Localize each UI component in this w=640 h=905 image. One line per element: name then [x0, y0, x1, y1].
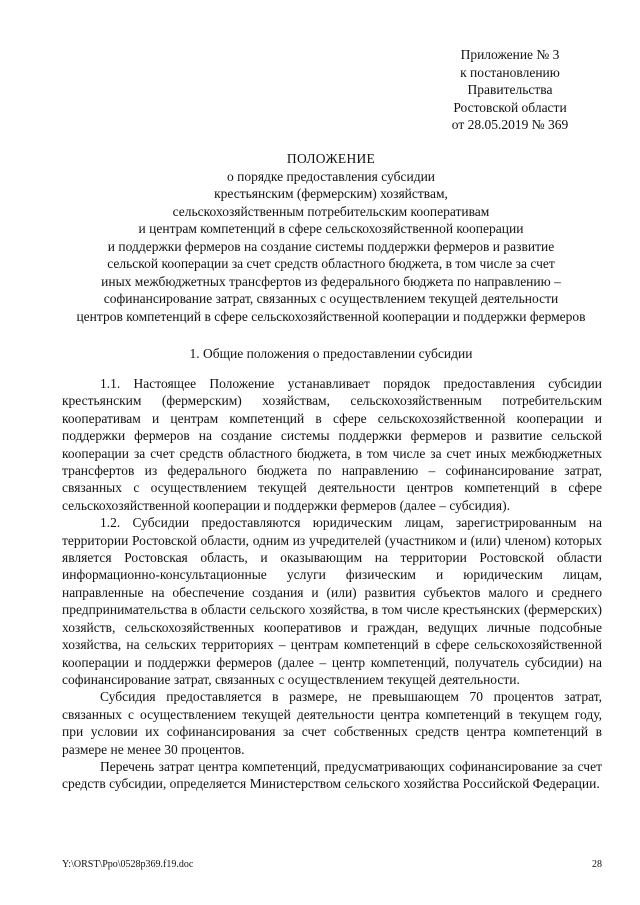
heading-line: софинансирование затрат, связанных с осуществлением текущей деятельности	[103, 291, 559, 306]
appendix-line: Правительства	[467, 82, 553, 97]
heading-line: крестьянским (фермерским) хозяйствам,	[214, 186, 448, 201]
heading-line: и центрам компетенций в сфере сельскохозяйственной кооперации	[138, 221, 524, 236]
paragraph: 1.2. Субсидии предоставляются юридическим лицам, зарегистрированным на территории Ростовской области, одним из учредителей (участником и (или) членом) которых является Ростовская область, и оказывающим на территории Ростовской области информационно-консультационные услуги физическим и юридическим лицам, направленные на обеспечение создания и (или) развития субъектов малого и среднего предпринимательства в области сельского хозяйства, в том числе крестьянских (фермерских) хозяйств, сельскохозяйственных кооперативов и граждан, ведущих личные подсобные хозяйства, на сельских территориях – центрам компетенций в сфере сельскохозяйственной кооперации и поддержки фермеров (далее – центр компетенций, получатель субсидии) на софинансирование затрат, связанных с осуществлением текущей деятельности.	[62, 515, 602, 687]
document-title: ПОЛОЖЕНИЕ	[286, 151, 376, 166]
paragraph: Субсидия предоставляется в размере, не превышающем 70 процентов затрат, связанных с осуществлением текущей деятельности центра компетенций в текущем году, при условии их софинансирования за счет собственных средств центра компетенций в размере не менее 30 процентов.	[62, 689, 602, 757]
heading-line: иных межбюджетных трансфертов из федерального бюджета по направлению –	[101, 273, 561, 289]
file-path: Y:\ORST\Ppo\0528p369.f19.doc	[62, 859, 194, 870]
heading-line: о порядке предоставления субсидии	[226, 168, 436, 184]
appendix-block	[420, 46, 600, 134]
page-footer	[62, 859, 602, 873]
paragraph: 1.1. Настоящее Положение устанавливает порядок предоставления субсидии крестьянским (фермерским) хозяйствам, сельскохозяйственным потребительским кооперативам и центрам компетенций в сфере сельскохозяйственной кооперации и поддержки фермеров на создание системы поддержки фермеров и развитие сельской кооперации за счет средств областного бюджета, в том числе за счет иных межбюджетных трансфертов из федерального бюджета по направлению – софинансирование затрат, связанных с осуществлением текущей деятельности центров компетенций в сфере сельскохозяйственной кооперации и поддержки фермеров (далее – субсидия).	[62, 376, 602, 513]
appendix-line: от 28.05.2019 № 369	[451, 117, 569, 132]
appendix-line: Ростовской области	[453, 99, 567, 115]
heading-line: сельскохозяйственным потребительским кооперативам	[172, 203, 490, 219]
heading-line: центров компетенций в сфере сельскохозяйственной кооперации и поддержки фермеров	[76, 308, 586, 324]
appendix-line: к постановлению	[460, 64, 560, 80]
heading-line: сельской кооперации за счет средств областного бюджета, в том числе за счет	[107, 256, 555, 271]
heading-line: и поддержки фермеров на создание системы поддержки фермеров и развитие	[107, 238, 555, 254]
paragraph: Перечень затрат центра компетенций, предусматривающих софинансирование за счет средств субсидии, определяется Министерством сельского хозяйства Российской Федерации.	[62, 758, 602, 792]
appendix-line: Приложение № 3	[460, 47, 560, 62]
section-title: 1. Общие положения о предоставлении субсидии	[189, 346, 473, 361]
body-text	[62, 375, 602, 793]
page-number: 28	[592, 859, 602, 870]
document-heading	[40, 150, 622, 325]
